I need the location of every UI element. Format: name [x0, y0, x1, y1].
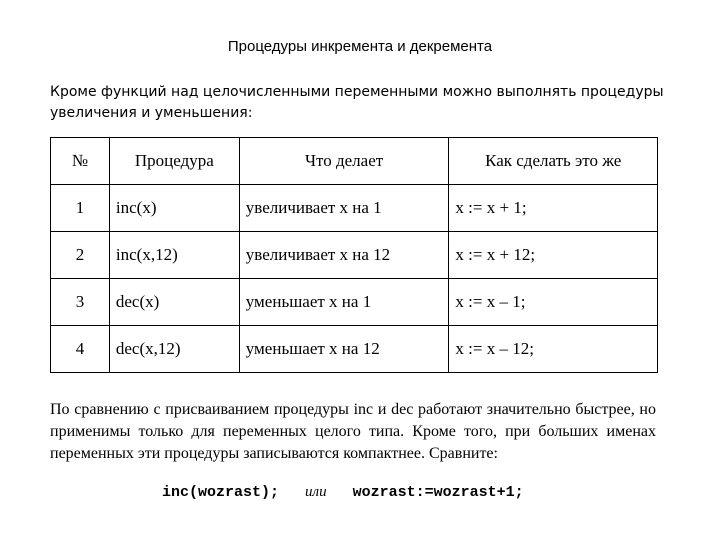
cell-number: 2	[51, 232, 110, 279]
code-inc-example: inc(wozrast);	[162, 484, 280, 501]
header-equivalent: Как сделать это же	[449, 138, 658, 185]
table-header-row	[51, 138, 658, 185]
cell-description: уменьшает x на 1	[239, 279, 449, 326]
procedures-table	[50, 137, 658, 373]
slide-title: Процедуры инкремента и декремента	[227, 38, 493, 55]
cell-equivalent: x := x – 12;	[449, 326, 658, 373]
cell-description: уменьшает x на 12	[239, 326, 449, 373]
cell-equivalent: x := x + 1;	[449, 185, 658, 232]
cell-procedure: dec(x,12)	[109, 326, 239, 373]
header-what-it-does: Что делает	[239, 138, 449, 185]
cell-equivalent: x := x – 1;	[449, 279, 658, 326]
cell-description: увеличивает x на 12	[239, 232, 449, 279]
header-procedure: Процедура	[109, 138, 239, 185]
table-row	[51, 326, 658, 373]
code-assignment-example: wozrast:=wozrast+1;	[352, 484, 524, 501]
comparison-paragraph: По сравнению с присваиванием процедуры inc и dec работают значительно быстрее, но применимы только для переменных целого типа. Кроме того, при больших именах переменных эти процедуры записываются компактнее. Сравните:	[50, 401, 656, 462]
cell-number: 4	[51, 326, 110, 373]
cell-description: увеличивает x на 1	[239, 185, 449, 232]
cell-number: 1	[51, 185, 110, 232]
header-number: №	[51, 138, 110, 185]
cell-number: 3	[51, 279, 110, 326]
code-comparison	[162, 484, 524, 501]
table-row	[51, 185, 658, 232]
table-row	[51, 232, 658, 279]
table-row	[51, 279, 658, 326]
intro-text: Кроме функций над целочисленными переменными можно выполнять процедуры увеличения и уменьшения:	[50, 84, 664, 121]
cell-procedure: inc(x,12)	[109, 232, 239, 279]
cell-procedure: inc(x)	[109, 185, 239, 232]
cell-procedure: dec(x)	[109, 279, 239, 326]
or-label: или	[305, 484, 327, 500]
cell-equivalent: x := x + 12;	[449, 232, 658, 279]
